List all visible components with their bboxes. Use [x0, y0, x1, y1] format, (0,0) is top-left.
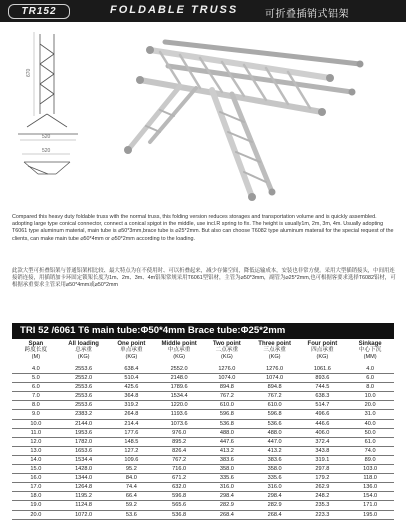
table-cell: 16.0	[12, 474, 60, 483]
spec-title-bar: TRI 52 /6061 T6 main tube:Φ50*4mm Brace tube:Φ25*2mm	[12, 323, 394, 339]
table-cell: 1276.0	[251, 365, 299, 374]
table-cell: 109.6	[108, 455, 156, 464]
header-all-loading: All loading 总承重 (KG)	[68, 341, 99, 360]
table-cell: 268.4	[203, 510, 251, 519]
table-cell: 1074.0	[251, 374, 299, 383]
table-row	[12, 365, 394, 374]
table-cell: 1074.0	[203, 374, 251, 383]
table-cell: 894.8	[251, 383, 299, 392]
table-cell: 596.8	[251, 410, 299, 419]
table-cell: 610.0	[251, 401, 299, 410]
table-cell: 19.0	[12, 501, 60, 510]
table-cell: 282.9	[203, 501, 251, 510]
table-cell: 2553.6	[60, 365, 108, 374]
table-cell: 61.0	[346, 437, 394, 446]
table-cell: 319.2	[108, 401, 156, 410]
table-cell: 826.4	[155, 446, 203, 455]
header-bar	[0, 0, 406, 22]
table-cell: 488.0	[251, 428, 299, 437]
header-two-point: Two point 二点承重 (KG)	[212, 341, 241, 360]
table-cell: 1653.6	[60, 446, 108, 455]
table-cell: 5.0	[12, 374, 60, 383]
table-cell: 335.6	[203, 474, 251, 483]
table-cell: 4.0	[12, 365, 60, 374]
table-cell: 343.8	[299, 446, 347, 455]
table-cell: 235.3	[299, 501, 347, 510]
table-row	[12, 410, 394, 419]
table-cell: 413.2	[251, 446, 299, 455]
table-cell: 154.0	[346, 492, 394, 501]
table-cell: 316.0	[251, 483, 299, 492]
table-cell: 10.0	[12, 419, 60, 428]
table-cell: 358.0	[251, 465, 299, 474]
table-cell: 95.2	[108, 465, 156, 474]
table-cell: 1428.0	[60, 465, 108, 474]
table-cell: 1344.0	[60, 474, 108, 483]
header-span: Span 跨度长度 (M)	[24, 341, 48, 360]
table-cell: 1534.4	[155, 392, 203, 401]
table-cell: 2552.0	[60, 374, 108, 383]
table-cell: 2553.6	[60, 392, 108, 401]
table-cell: 8.0	[346, 383, 394, 392]
table-cell: 268.4	[251, 510, 299, 519]
table-cell: 447.6	[203, 437, 251, 446]
header-sinkage: Sinkage 中心下沉 (MM)	[358, 341, 382, 360]
table-cell: 18.0	[12, 492, 60, 501]
table-cell: 1276.0	[203, 365, 251, 374]
table-cell: 248.2	[299, 492, 347, 501]
header-one-point: One point 单点承重 (KG)	[117, 341, 146, 360]
table-cell: 316.0	[203, 483, 251, 492]
table-cell: 1061.6	[299, 365, 347, 374]
table-cell: 17.0	[12, 483, 60, 492]
table-row	[12, 383, 394, 392]
table-cell: 1124.8	[60, 501, 108, 510]
table-cell: 66.4	[108, 492, 156, 501]
table-cell: 488.0	[203, 428, 251, 437]
table-cell: 335.6	[251, 474, 299, 483]
table-cell: 496.6	[299, 410, 347, 419]
table-cell: 1789.6	[155, 383, 203, 392]
table-cell: 383.6	[203, 455, 251, 464]
table-cell: 596.8	[155, 492, 203, 501]
table-cell: 383.6	[251, 455, 299, 464]
table-row	[12, 465, 394, 474]
description-english: Compared this heavy duty foldable truss with the normal truss, this folding version reduces storages and transportation volume and is quickly assembled. adopting large type conical connector, connect a conical spigot in the middle, use incl.R spring to fix. The height is usually1m, 2m, 3m, 4m. Usually adopting T6061 type aluminum material, main tube is ⌀50*3mm,brace tube is ⌀25*2mm. But also can choose T6082 type aluminum materail for the special request of the clients, can make main tube ⌀50*4mm or ⌀50*2mm according to the loading.	[12, 214, 394, 242]
table-cell: 298.4	[203, 492, 251, 501]
table-body	[12, 365, 394, 519]
table-row	[12, 428, 394, 437]
table-cell: 447.0	[251, 437, 299, 446]
table-cell: 565.6	[155, 501, 203, 510]
table-cell: 89.0	[346, 455, 394, 464]
table-cell: 671.2	[155, 474, 203, 483]
table-cell: 446.6	[299, 419, 347, 428]
table-cell: 894.8	[203, 383, 251, 392]
table-row	[12, 455, 394, 464]
table-cell: 118.0	[346, 474, 394, 483]
table-row	[12, 437, 394, 446]
table-cell: 510.4	[108, 374, 156, 383]
table-cell: 895.2	[155, 437, 203, 446]
table-row	[12, 492, 394, 501]
dim-depth: 520	[42, 148, 51, 154]
truss-illustration	[0, 22, 406, 212]
table-row	[12, 483, 394, 492]
table-cell: 298.4	[251, 492, 299, 501]
table-cell: 10.0	[346, 392, 394, 401]
table-cell: 364.8	[108, 392, 156, 401]
table-cell: 50.0	[346, 428, 394, 437]
header-middle-point: Middle point 中点承重 (KG)	[161, 341, 197, 360]
table-row	[12, 510, 394, 519]
dim-height: 670	[26, 68, 32, 77]
table-cell: 11.0	[12, 428, 60, 437]
product-title-en: FOLDABLE TRUSS	[110, 4, 239, 16]
table-cell: 8.0	[12, 401, 60, 410]
table-header-row	[12, 341, 394, 365]
table-cell: 1953.6	[60, 428, 108, 437]
table-cell: 2553.6	[60, 401, 108, 410]
table-cell: 610.0	[203, 401, 251, 410]
table-cell: 716.0	[155, 465, 203, 474]
table-cell: 1195.2	[60, 492, 108, 501]
table-cell: 1534.4	[60, 455, 108, 464]
table-cell: 767.2	[155, 455, 203, 464]
header-three-point: Three point 三点承重 (KG)	[258, 341, 291, 360]
table-cell: 1782.0	[60, 437, 108, 446]
table-cell: 767.2	[251, 392, 299, 401]
table-cell: 7.0	[12, 392, 60, 401]
table-cell: 136.0	[346, 483, 394, 492]
table-cell: 53.6	[108, 510, 156, 519]
table-cell: 536.6	[251, 419, 299, 428]
table-cell: 179.2	[299, 474, 347, 483]
table-cell: 413.2	[203, 446, 251, 455]
description-chinese: 此款大型可折叠铝架与普通铝架相比较、最大特点为在不使用时、可以折叠起来，减少存储空间，降低运输成本，安装也非常方便。采用大型插销接头，中间用连接销连接，用插销加卡环固定锁架长度为1m、2m、3m、4m铝架常规采用T6061型铝材，主管为⌀50*3mm，副管为⌀25*2mm,也可根据客要求选择T6082铝材，可根据承重要求主管采用⌀50*4mm或⌀50*2mm	[12, 268, 396, 289]
table-row	[12, 401, 394, 410]
table-cell: 1193.6	[155, 410, 203, 419]
table-cell: 1073.6	[155, 419, 203, 428]
truss-photo	[124, 42, 364, 201]
table-cell: 264.8	[108, 410, 156, 419]
table-cell: 40.0	[346, 419, 394, 428]
table-cell: 103.0	[346, 465, 394, 474]
table-cell: 282.9	[251, 501, 299, 510]
table-row	[12, 446, 394, 455]
table-cell: 893.6	[299, 374, 347, 383]
table-row	[12, 392, 394, 401]
table-cell: 14.0	[12, 455, 60, 464]
table-cell: 74.0	[346, 446, 394, 455]
table-cell: 74.4	[108, 483, 156, 492]
table-cell: 20.0	[346, 401, 394, 410]
header-four-point: Four point 四点承重 (KG)	[307, 341, 338, 360]
load-table	[12, 341, 394, 520]
table-cell: 372.4	[299, 437, 347, 446]
table-cell: 2383.2	[60, 410, 108, 419]
table-cell: 177.6	[108, 428, 156, 437]
table-cell: 6.0	[346, 374, 394, 383]
dim-width: 520	[42, 134, 51, 140]
table-cell: 425.6	[108, 383, 156, 392]
table-cell: 1220.0	[155, 401, 203, 410]
table-row	[12, 374, 394, 383]
table-cell: 223.3	[299, 510, 347, 519]
table-cell: 195.0	[346, 510, 394, 519]
table-row	[12, 419, 394, 428]
table-cell: 406.0	[299, 428, 347, 437]
table-cell: 2552.0	[155, 365, 203, 374]
table-cell: 596.8	[203, 410, 251, 419]
table-cell: 319.1	[299, 455, 347, 464]
table-cell: 632.0	[155, 483, 203, 492]
table-cell: 171.0	[346, 501, 394, 510]
table-cell: 127.2	[108, 446, 156, 455]
table-cell: 84.0	[108, 474, 156, 483]
table-cell: 15.0	[12, 465, 60, 474]
table-cell: 148.5	[108, 437, 156, 446]
table-cell: 2148.0	[155, 374, 203, 383]
product-code: TR152	[8, 4, 70, 19]
table-cell: 214.4	[108, 419, 156, 428]
table-cell: 262.9	[299, 483, 347, 492]
table-cell: 744.5	[299, 383, 347, 392]
table-cell: 1072.0	[60, 510, 108, 519]
table-cell: 1264.8	[60, 483, 108, 492]
table-cell: 9.0	[12, 410, 60, 419]
table-cell: 2553.6	[60, 383, 108, 392]
table-cell: 767.2	[203, 392, 251, 401]
table-cell: 12.0	[12, 437, 60, 446]
table-cell: 638.4	[108, 365, 156, 374]
table-cell: 358.0	[203, 465, 251, 474]
table-cell: 4.0	[346, 365, 394, 374]
table-cell: 6.0	[12, 383, 60, 392]
table-cell: 2144.0	[60, 419, 108, 428]
table-row	[12, 474, 394, 483]
table-cell: 13.0	[12, 446, 60, 455]
table-cell: 59.2	[108, 501, 156, 510]
table-cell: 20.0	[12, 510, 60, 519]
product-title-cn: 可折叠插销式铝架	[265, 9, 349, 20]
table-cell: 638.3	[299, 392, 347, 401]
table-cell: 514.7	[299, 401, 347, 410]
table-cell: 536.8	[155, 510, 203, 519]
table-cell: 536.8	[203, 419, 251, 428]
table-cell: 31.0	[346, 410, 394, 419]
table-cell: 297.8	[299, 465, 347, 474]
table-cell: 976.0	[155, 428, 203, 437]
table-row	[12, 501, 394, 510]
